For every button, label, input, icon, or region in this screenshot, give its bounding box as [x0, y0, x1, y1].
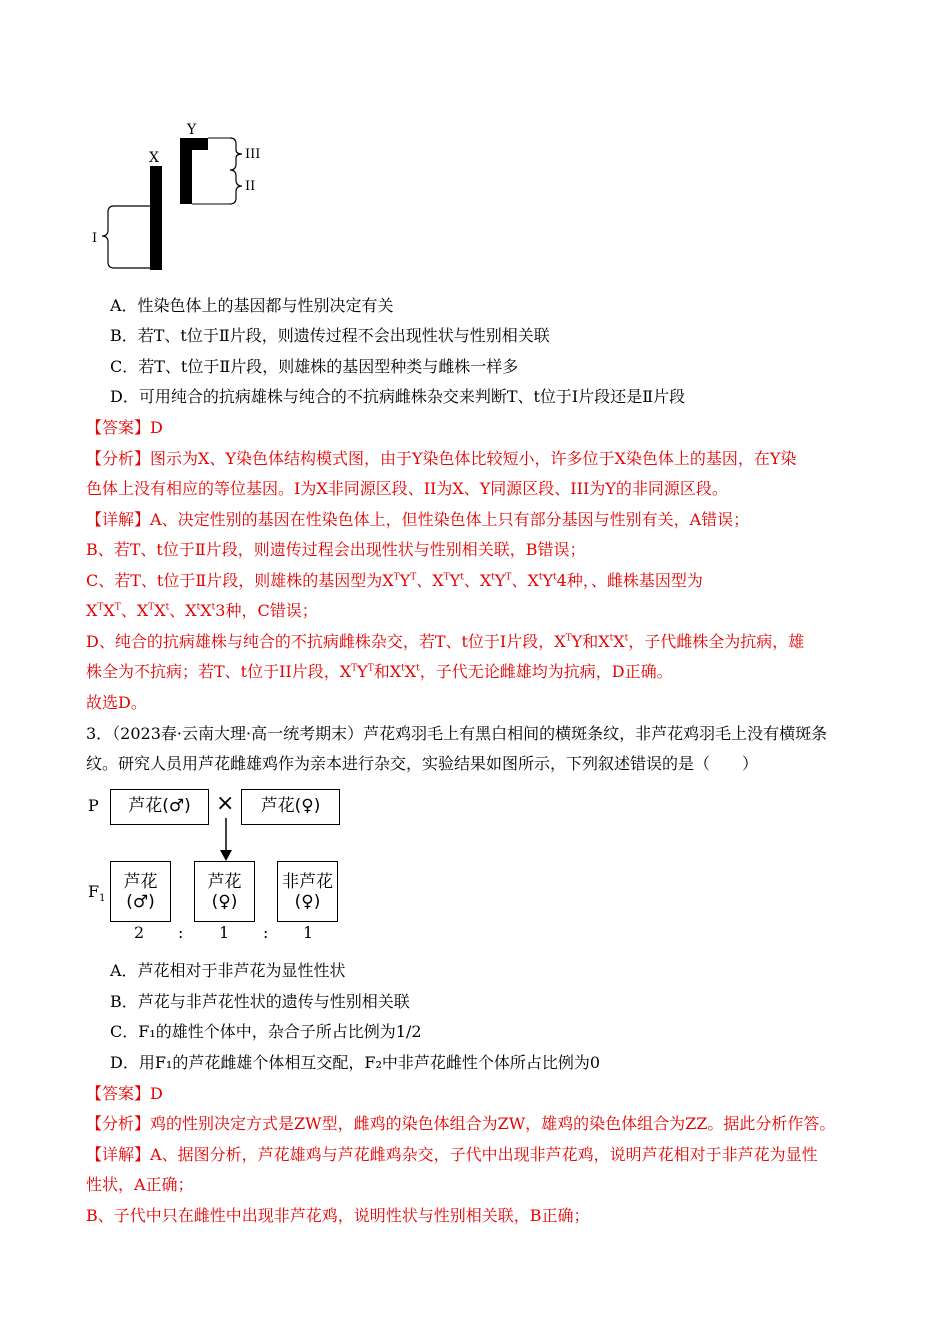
- child-3-name: 非芦花: [282, 872, 333, 892]
- cross-symbol: ×: [216, 791, 235, 816]
- q2-option-d: D．可用纯合的抗病雄株与纯合的不抗病雌株杂交来判断T、t位于I片段还是Ⅱ片段: [110, 387, 686, 406]
- analysis-tag: 【分析】: [86, 449, 151, 468]
- answer-value: D: [150, 1084, 163, 1103]
- q2-option-b: B．若T、t位于Ⅱ片段，则遗传过程不会出现性状与性别相关联: [110, 326, 550, 345]
- y-chromosome-top: [180, 138, 208, 150]
- q3-option-b: B．芦花与非芦花性状的遗传与性别相关联: [110, 992, 410, 1011]
- detail-text: A、据图分析，芦花雄鸡与芦花雌鸡杂交，子代中出现非芦花鸡，说明芦花相对于非芦花为显性: [150, 1145, 818, 1164]
- p-label: P: [88, 796, 99, 815]
- answer-tag: 【答案】: [86, 418, 151, 437]
- ratio-value: 1: [303, 923, 314, 942]
- answer-value: D: [150, 418, 163, 437]
- q2-analysis-2: 色体上没有相应的等位基因。I为X非同源区段、II为X、Y同源区段、III为Y的非同源区段。: [86, 479, 728, 498]
- child-3-box: [277, 861, 338, 922]
- analysis-text: 鸡的性别决定方式是ZW型，雌鸡的染色体组合为ZW，雄鸡的染色体组合为ZZ。据此分析作答。: [150, 1114, 836, 1133]
- q3-option-c: C．F₁的雄性个体中，杂合子所占比例为1/2: [110, 1022, 422, 1041]
- parent-male-label: 芦花(♂): [128, 796, 191, 816]
- q2-detail-b: B、若T、t位于Ⅱ片段，则遗传过程会出现性状与性别相关联，B错误；: [86, 540, 586, 559]
- ratio-value: 2: [134, 923, 145, 942]
- child-1-name: 芦花: [123, 872, 158, 892]
- x-chromosome: [150, 166, 162, 270]
- seg2-label: II: [245, 179, 256, 194]
- q3-analysis: [86, 1113, 876, 1135]
- answer-tag: 【答案】: [86, 1084, 151, 1103]
- seg1-label: I: [92, 231, 98, 246]
- cross-arrow: [216, 816, 236, 862]
- q3-stem-1: 3．（2023春·云南大理·高一统考期末）芦花鸡羽毛上有黑白相间的横斑条纹，非芦花鸡羽毛上没有横斑条: [86, 724, 828, 743]
- q3-stem-2: 纹。研究人员用芦花雌雄鸡作为亲本进行杂交，实验结果如图所示，下列叙述错误的是（ ）: [86, 754, 759, 773]
- child-1-box: [110, 861, 171, 922]
- x-label: X: [149, 150, 159, 166]
- ratio-value: 1: [219, 923, 230, 942]
- q2-analysis-1: [86, 448, 876, 470]
- y-label: Y: [187, 122, 197, 138]
- q3-detail-b: B、子代中只在雌性中出现非芦花鸡，说明性状与性别相关联，B正确；: [86, 1206, 590, 1225]
- detail-tag: 【详解】: [86, 1145, 151, 1164]
- q2-detail-c1: C、若T、t位于Ⅱ片段，则雄株的基因型为$X^TY^T$、$X^TY^t$、$X^tY^T$、$X^tY^t4$种，、雌株基因型为: [86, 571, 703, 590]
- ratio-colon: :: [263, 923, 269, 942]
- detail-d-text-4: ，子代无论雌雄均为抗病，D正确。: [419, 662, 673, 681]
- q2-option-c: C．若T、t位于Ⅱ片段，则雄株的基因型种类与雌株一样多: [110, 357, 519, 376]
- analysis-text: 图示为X、Y染色体结构模式图，由于Y染色体比较短小，许多位于X染色体上的基因，在Y染: [150, 449, 797, 468]
- q3-option-d: D．用F₁的芦花雌雄个体相互交配，F₂中非芦花雌性个体所占比例为0: [110, 1053, 601, 1072]
- q3-option-a: A．芦花相对于非芦花为显性性状: [110, 961, 346, 980]
- q3-detail-a2: 性状，A正确；: [86, 1175, 194, 1194]
- q2-detail-a: [86, 509, 876, 531]
- child-2-sex: (♀): [211, 892, 238, 912]
- q2-detail-d1: D、纯合的抗病雄株与纯合的不抗病雌株杂交，若T、t位于I片段，$X^TY$和$X^tX^t$，子代雌株全为抗病，雄: [86, 632, 805, 651]
- detail-d-text: D、纯合的抗病雄株与纯合的不抗病雌株杂交，若T、t位于I片段，: [86, 632, 555, 651]
- q2-answer: [86, 417, 876, 439]
- detail-text: A、决定性别的基因在性染色体上，但性染色体上只有部分基因与性别有关，A错误；: [150, 510, 750, 529]
- q3-answer: [86, 1083, 876, 1105]
- parent-female-box: [241, 789, 340, 825]
- detail-c-text-2: 、雌株基因型为: [590, 571, 703, 590]
- parent-male-box: [110, 789, 209, 825]
- detail-d-text-3: 株全为不抗病；若T、t位于II片段，: [86, 662, 340, 681]
- q2-option-a: A．性染色体上的基因都与性别决定有关: [110, 296, 394, 315]
- ratio-colon: :: [178, 923, 184, 942]
- chromosome-diagram: [90, 118, 290, 278]
- detail-c-text-3: 3种，C错误；: [215, 601, 318, 620]
- detail-d-text-2: ，子代雌株全为抗病，雄: [628, 632, 805, 651]
- q2-detail-d2: 株全为不抗病；若T、t位于II片段，$X^TY^T$和$X^tX^t$，子代无论雌雄均为抗病，D正确。: [86, 662, 673, 681]
- q2-detail-c2: $X^TX^T$、$X^TX^t$、$X^tX^t3$种，C错误；: [86, 601, 318, 620]
- child-2-box: [194, 861, 255, 922]
- child-3-sex: (♀): [294, 892, 321, 912]
- analysis-tag: 【分析】: [86, 1114, 151, 1133]
- child-2-name: 芦花: [207, 872, 242, 892]
- q2-conclusion: 故选D。: [86, 693, 147, 712]
- child-1-sex: (♂): [126, 892, 155, 912]
- parent-female-label: 芦花(♀): [260, 796, 321, 816]
- f1-label: $F_1$: [88, 882, 106, 905]
- detail-tag: 【详解】: [86, 510, 151, 529]
- seg3-label: III: [245, 147, 261, 162]
- q3-detail-a1: [86, 1144, 876, 1166]
- detail-c-text: C、若T、t位于Ⅱ片段，则雄株的基因型为X: [86, 571, 394, 590]
